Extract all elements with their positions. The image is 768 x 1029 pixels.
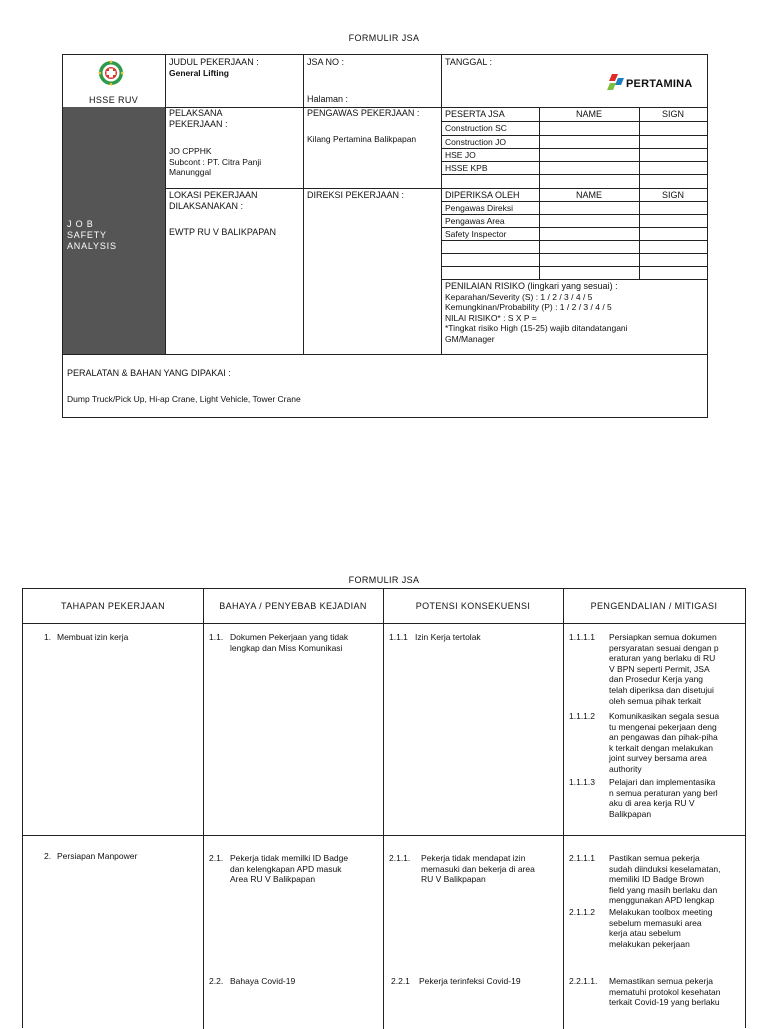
direksi-label: DIREKSI PEKERJAAN :	[307, 190, 405, 200]
peserta-sign-header: SIGN	[661, 109, 684, 119]
mitigation-number: 2.1.1.2	[569, 907, 595, 917]
hazard-number: 1.1.	[209, 632, 224, 642]
pengawas-value: Kilang Pertamina Balikpapan	[307, 134, 417, 144]
consequence-text: Izin Kerja tertolak	[415, 632, 481, 642]
mitigation-text: Memastikan semua pekerja mematuhi protokol kesehatan terkait Covid-19 yang berlaku	[609, 976, 721, 1008]
mitigation-number: 2.2.1.1.	[569, 976, 598, 986]
judul-value: General Lifting	[169, 68, 229, 78]
pelaksana-label: PELAKSANA PEKERJAAN :	[169, 108, 228, 129]
step-text: Persiapan Manpower	[57, 851, 138, 861]
jsa-steps-table	[22, 588, 746, 1028]
peserta-row: HSE JO	[445, 150, 476, 160]
hsse-logo-icon	[93, 59, 129, 87]
mitigation-text: Pastikan semua pekerja sudah diinduksi keselamatan, memiliki ID Badge Brown field yang masih berlaku dan menggunakan APD lengkap	[609, 853, 721, 906]
header-bahaya: BAHAYA / PENYEBAB KEJADIAN	[219, 601, 367, 611]
step-number: 2.	[44, 851, 52, 861]
peserta-header: PESERTA JSA	[445, 109, 505, 119]
jsa-side-label: J O B SAFETY ANALYSIS	[67, 219, 117, 251]
diperiksa-name-header: NAME	[575, 190, 602, 200]
peserta-name-header: NAME	[575, 109, 602, 119]
header-tahapan: TAHAPAN PEKERJAAN	[61, 601, 165, 611]
lokasi-value: EWTP RU V BALIKPAPAN	[169, 227, 277, 237]
hsse-logo-label: HSSE RUV	[89, 95, 139, 105]
jsa-header-form	[62, 54, 708, 418]
consequence-text: Pekerja terinfeksi Covid-19	[419, 976, 521, 986]
mitigation-text: Komunikasikan segala sesua tu mengenai pekerjaan deng an pengawas dan pihak-piha k terkait dengan melakukan joint survey bersama area authority	[609, 711, 720, 774]
hazard-text: Dokumen Pekerjaan yang tidak lengkap dan Miss Komunikasi	[230, 632, 349, 653]
peralatan-value: Dump Truck/Pick Up, Hi-ap Crane, Light Vehicle, Tower Crane	[67, 394, 301, 404]
peralatan-label: PERALATAN & BAHAN YANG DIPAKAI :	[67, 368, 231, 378]
hazard-text: Bahaya Covid-19	[230, 976, 296, 986]
mitigation-number: 2.1.1.1	[569, 853, 595, 863]
jsa-no-label: JSA NO :	[307, 57, 345, 67]
pelaksana-value: JO CPPHK Subcont : PT. Citra Panji Manunggal	[169, 146, 262, 177]
pertamina-logo-icon	[604, 72, 626, 94]
diperiksa-row: Safety Inspector	[445, 229, 507, 239]
pengawas-label: PENGAWAS PEKERJAAN :	[307, 108, 420, 118]
peserta-row: Construction JO	[445, 137, 506, 147]
mitigation-text: Pelajari dan implementasika n semua peraturan yang berl aku di area kerja RU V Balikpapan	[609, 777, 718, 819]
halaman-label: Halaman :	[307, 94, 349, 104]
pertamina-logo-text: PERTAMINA	[626, 78, 693, 90]
hazard-number: 2.1.	[209, 853, 224, 863]
diperiksa-row: Pengawas Area	[445, 216, 505, 226]
mitigation-number: 1.1.1.2	[569, 711, 595, 721]
pertamina-logo	[604, 68, 702, 100]
peserta-row: Construction SC	[445, 123, 507, 133]
hazard-text: Pekerja tidak memilki ID Badge dan kelengkapan APD masuk Area RU V Balikpapan	[230, 853, 349, 885]
judul-label: JUDUL PEKERJAAN :	[169, 57, 259, 67]
consequence-number: 2.1.1.	[389, 853, 411, 863]
header-mitigasi: PENGENDALIAN / MITIGASI	[590, 601, 718, 611]
lokasi-label: LOKASI PEKERJAAN DILAKSANAKAN :	[169, 190, 258, 211]
tanggal-label: TANGGAL :	[445, 57, 493, 67]
mitigation-number: 1.1.1.3	[569, 777, 595, 787]
header-konsekuensi: POTENSI KONSEKUENSI	[415, 601, 531, 611]
step-number: 1.	[44, 632, 52, 642]
step-text: Membuat izin kerja	[57, 632, 129, 642]
consequence-number: 2.2.1	[391, 976, 410, 986]
consequence-number: 1.1.1	[389, 632, 408, 642]
mitigation-number: 1.1.1.1	[569, 632, 595, 642]
diperiksa-sign-header: SIGN	[661, 190, 684, 200]
form-title-bottom: FORMULIR JSA	[348, 575, 420, 585]
peserta-row: HSSE KPB	[445, 163, 488, 173]
diperiksa-header: DIPERIKSA OLEH	[445, 190, 520, 200]
mitigation-text: Persiapkan semua dokumen persyaratan sesuai dengan p eraturan yang berlaku di RU V BPN seperti Permit, JSA dan Prosedur Kerja yang telah diperiksa dan disetujui oleh semua pihak terkait	[609, 632, 719, 706]
diperiksa-row: Pengawas Direksi	[445, 203, 514, 213]
mitigation-text: Melakukan toolbox meeting sebelum memasuki area kerja atau sebelum melakukan pekerjaan	[609, 907, 713, 949]
penilaian-risiko: PENILAIAN RISIKO (lingkari yang sesuai) : Keparahan/Severity (S) : 1 / 2 / 3 / 4 / 5 Kemungkinan/Probability (P) : 1 / 2 / 3 / 4 / 5 NILAI RISIKO* : S X P = *Tingkat risiko High (15-25) wajib ditandatangani GM/Manager	[445, 281, 628, 344]
form-title-top: FORMULIR JSA	[348, 33, 420, 43]
consequence-text: Pekerja tidak mendapat izin memasuki dan bekerja di area RU V Balikpapan	[421, 853, 535, 885]
hazard-number: 2.2.	[209, 976, 224, 986]
